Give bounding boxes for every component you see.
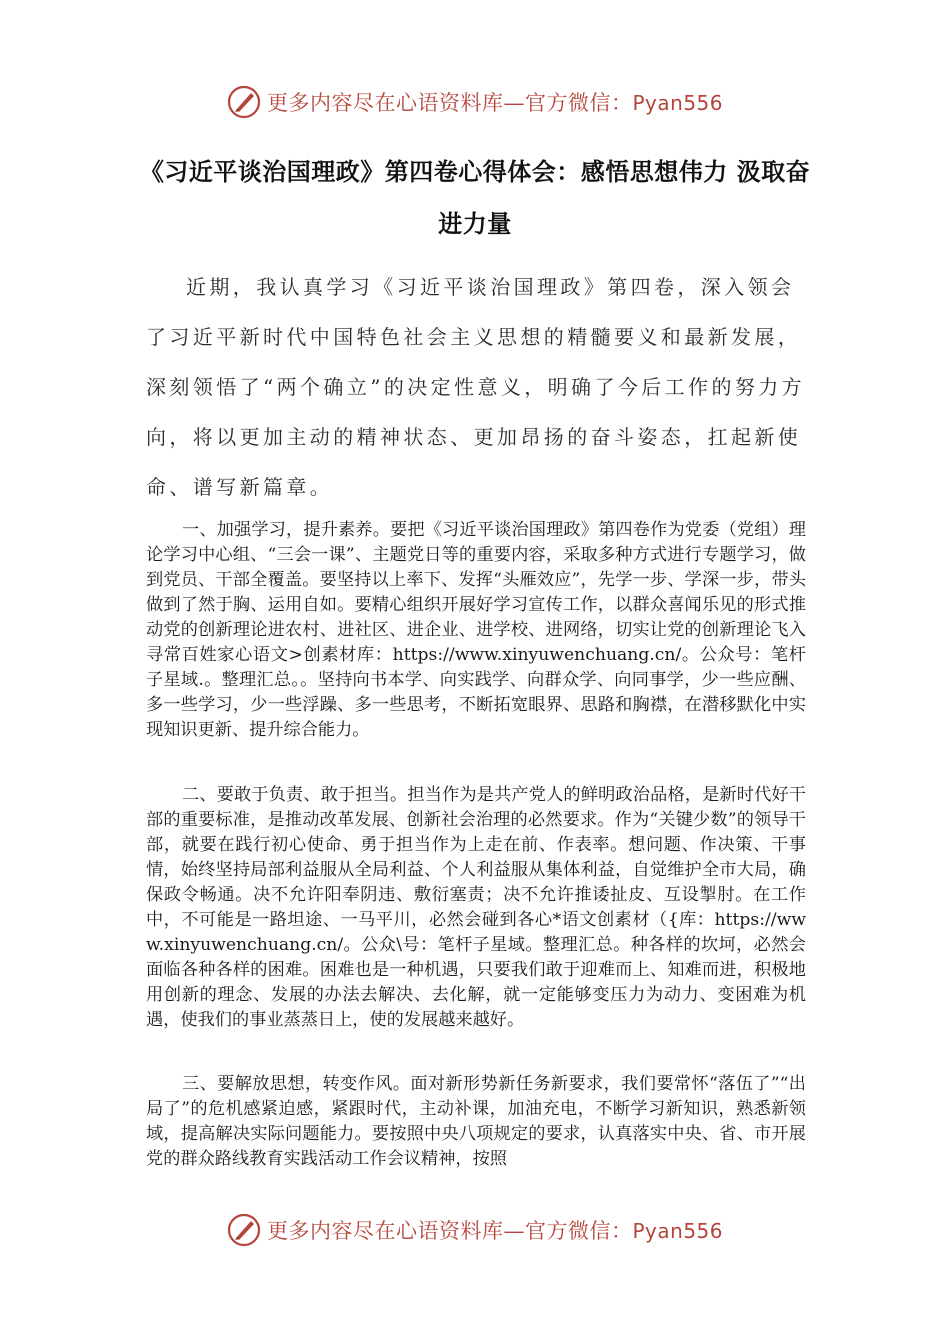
- intro-paragraph: 近期，我认真学习《习近平谈治国理政》第四卷，深入领会了习近平新时代中国特色社会主义思想的精髓要义和最新发展，深刻领悟了“两个确立”的决定性意义，明确了今后工作的努力方向，将以更加主动的精神状态、更加昂扬的奋斗姿态，扛起新使命、谱写新篇章。: [146, 275, 806, 499]
- body-paragraph-3: 三、要解放思想，转变作风。面对新形势新任务新要求，我们要常怀“落伍了”“出局了”的危机感紧迫感，紧跟时代，主动补课，加油充电，不断学习新知识，熟悉新领域，提高解决实际问题能力。要按照中央八项规定的要求，认真落实中央、省、市开展党的群众路线教育实践活动工作会议精神，按照: [146, 1074, 806, 1169]
- quill-logo-icon: [227, 1213, 261, 1247]
- footer-banner-text: 更多内容尽在心语资料库—官方微信：Pyan556: [266, 1219, 723, 1243]
- quill-logo-icon: [227, 85, 261, 119]
- document-title: 《习近平谈治国理政》第四卷心得体会：感悟思想伟力 汲取奋进力量: [139, 158, 811, 238]
- footer-banner: [0, 1210, 950, 1250]
- body-paragraph-1: 一、加强学习，提升素养。要把《习近平谈治国理政》第四卷作为党委（党组）理论学习中心组、“三会一课”、主题党日等的重要内容，采取多种方式进行专题学习，做到党员、干部全覆盖。要坚持以上率下、发挥“头雁效应”，先学一步、学深一步，带头做到了然于胸、运用自如。要精心组织开展好学习宣传工作，以群众喜闻乐见的形式推动党的创新理论进农村、进社区、进企业、进学校、进网络，切实让党的创新理论飞入寻常百姓家心语文>创素材库：https://www.xinyuwenchuang.cn/。公众号：笔杆子星域.。整理汇总。。坚持向书本学、向实践学、向群众学、向同事学，少一些应酬、多一些学习，少一些浮躁、多一些思考，不断拓宽眼界、思路和胸襟，在潜移默化中实现知识更新、提升综合能力。: [146, 520, 806, 740]
- footer-wechat-id: Pyan556: [632, 1219, 723, 1243]
- header-banner-text: 更多内容尽在心语资料库—官方微信：Pyan556: [266, 91, 723, 115]
- header-wechat-id: Pyan556: [632, 91, 723, 115]
- body-paragraph-2: 二、要敢于负责、敢于担当。担当作为是共产党人的鲜明政治品格，是新时代好干部的重要标准，是推动改革发展、创新社会治理的必然要求。作为“关键少数”的领导干部，就要在践行初心使命、勇于担当作为上走在前、作表率。想问题、作决策、干事情，始终坚持局部利益服从全局利益、个人利益服从集体利益，自觉维护全市大局，确保政令畅通。决不允许阳奉阴违、敷衍塞责；决不允许推诿扯皮、互设掣肘。在工作中，不可能是一路坦途、一马平川，必然会碰到各心*语文创素材（{库：https://www.xinyuwenchuang.cn/。公众\号：笔杆子星域。整理汇总。种各样的坎坷，必然会面临各种各样的困难。困难也是一种机遇，只要我们敢于迎难而上、知难而进，积极地用创新的理念、发展的办法去解决、去化解，就一定能够变压力为动力、变困难为机遇，使我们的事业蒸蒸日上，使的发展越来越好。: [146, 785, 806, 1030]
- header-banner: [0, 82, 950, 122]
